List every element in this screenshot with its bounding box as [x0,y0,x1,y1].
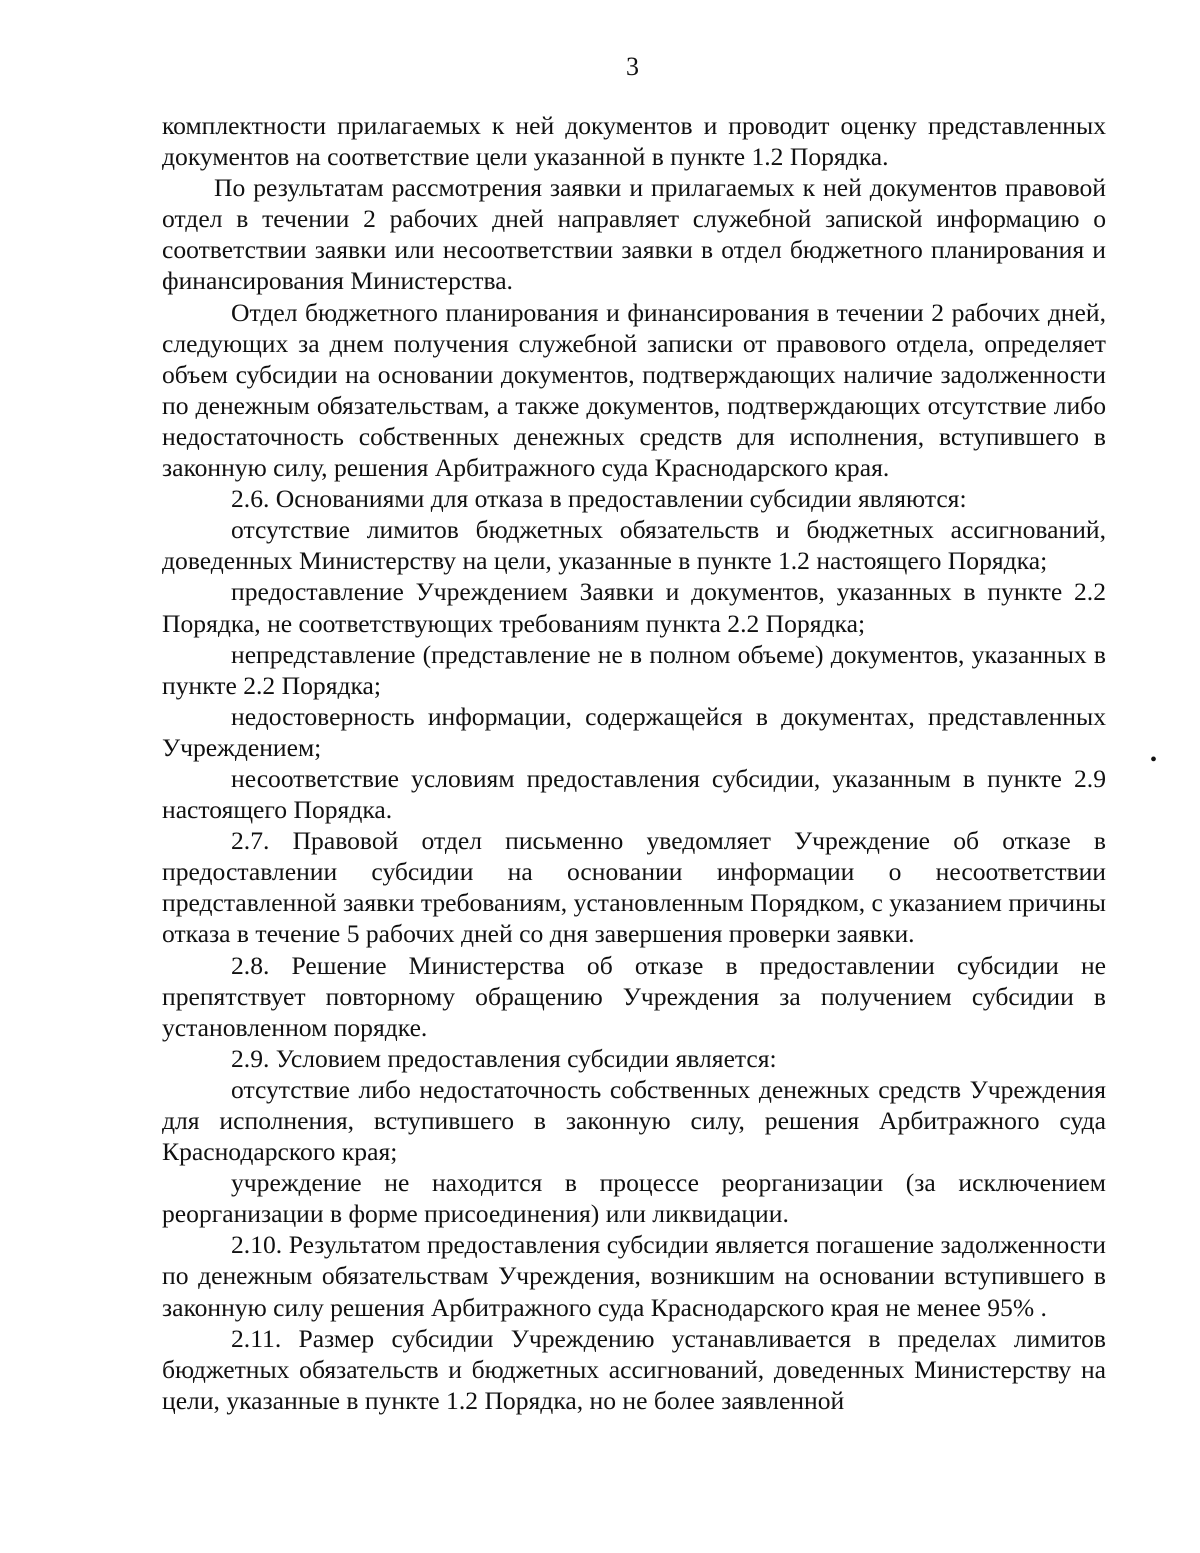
clause-2-6-item-3: непредставление (представление не в полном объеме) документов, указанных в пункте 2.2 Порядка; [162,639,1106,700]
clause-2-7: 2.7. Правовой отдел письменно уведомляет Учреждение об отказе в предоставлении субсидии на основании информации о несоответствии представленной заявки требованиям, установленным Порядком, с указанием причины отказа в течение 5 рабочих дней со дня завершения проверки заявки. [162,826,1106,949]
scan-speck: • [1150,749,1158,771]
clause-2-9-item-1: отсутствие либо недостаточность собственных денежных средств Учреждения для исполнения, вступившего в законную силу, решения Арбитражного суда Краснодарского края; [162,1074,1106,1167]
clause-2-10: 2.10. Результатом предоставления субсидии является погашение задолженности по денежным обязательствам Учреждения, возникшим на основании вступившего в законную силу решения Арбитражного суда Краснодарского края не менее 95% . [162,1230,1106,1322]
document-body [162,110,1106,1416]
paragraph-review-results: По результатам рассмотрения заявки и прилагаемых к ней документов правовой отдел в течении 2 рабочих дней направляет служебной запиской информацию о соответствии заявки или несоответствии заявки в отдел бюджетного планирования и финансирования Министерства. [162,173,1106,296]
clause-2-11: 2.11. Размер субсидии Учреждению устанавливается в пределах лимитов бюджетных обязательств и бюджетных ассигнований, доведенных Министерству на цели, указанные в пункте 1.2 Порядка, но не более заявленной [162,1323,1106,1415]
paragraph-continuation: комплектности прилагаемых к ней документов и проводит оценку представленных документов на соответствие цели указанной в пункте 1.2 Порядка. [162,111,1106,172]
clause-2-9: 2.9. Условием предоставления субсидии является: [231,1043,777,1073]
clause-2-8: 2.8. Решение Министерства об отказе в предоставлении субсидии не препятствует повторному обращению Учреждения за получением субсидии в установленном порядке. [162,950,1106,1042]
clause-2-6-item-1: отсутствие лимитов бюджетных обязательств и бюджетных ассигнований, доведенных Министерству на цели, указанные в пункте 1.2 настоящего Порядка; [162,515,1106,576]
clause-2-6-item-4: недостоверность информации, содержащейся в документах, представленных Учреждением; [162,701,1106,762]
clause-2-6-item-5: несоответствие условиям предоставления субсидии, указанным в пункте 2.9 настоящего Порядка. [162,763,1106,825]
clause-2-9-item-2: учреждение не находится в процессе реорганизации (за исключением реорганизации в форме присоединения) или ликвидации. [162,1168,1106,1229]
clause-2-6-item-2: предоставление Учреждением Заявки и документов, указанных в пункте 2.2 Порядка, не соответствующих требованиям пункта 2.2 Порядка; [162,577,1106,638]
paragraph-budget-department: Отдел бюджетного планирования и финансирования в течении 2 рабочих дней, следующих за днем получения служебной записки от правового отдела, определяет объем субсидии на основании документов, подтверждающих наличие задолженности по денежным обязательствам, а также документов, подтверждающих отсутствие либо недостаточность собственных денежных средств для исполнения, вступившего в законную силу, решения Арбитражного суда Краснодарского края. [162,297,1106,483]
clause-2-6: 2.6. Основаниями для отказа в предоставлении субсидии являются: [231,484,967,514]
page-number: 3 [626,52,639,81]
